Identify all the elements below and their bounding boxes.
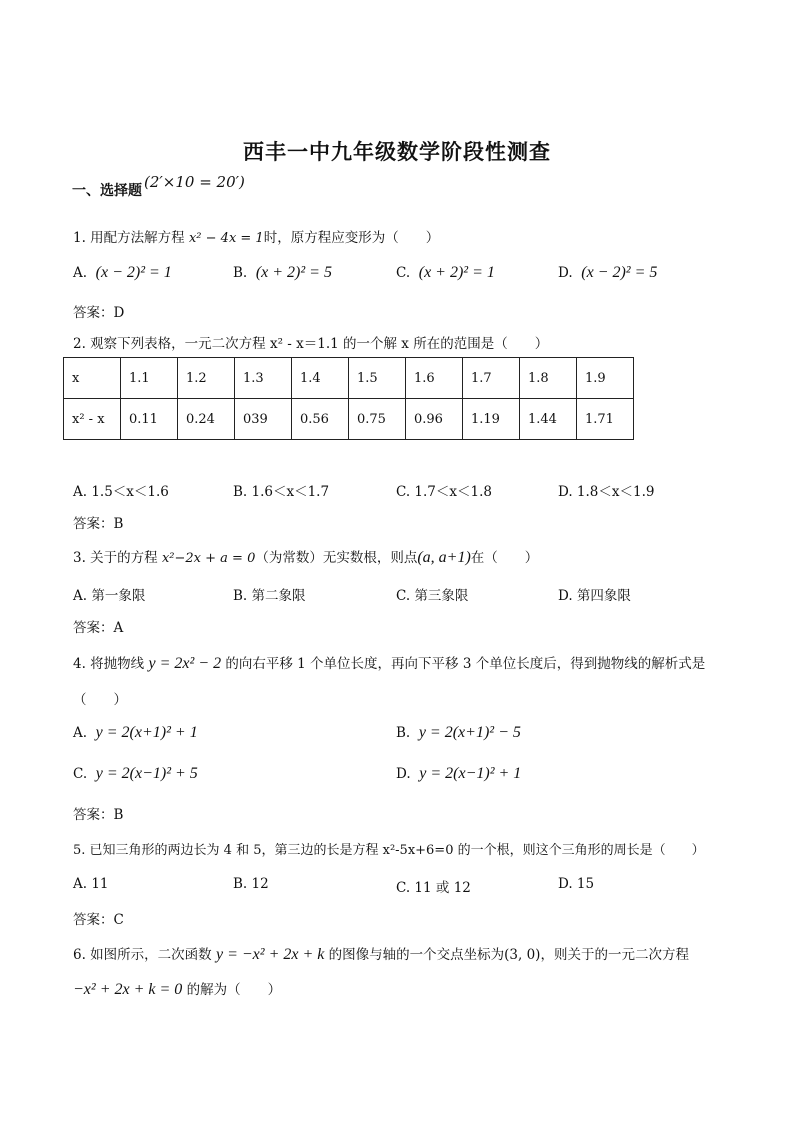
question-1-option-a: A. (x − 2)² = 1 (73, 264, 172, 281)
question-2-option-d: D. 1.8＜x＜1.9 (558, 484, 655, 500)
table-cell: 1.7 (463, 358, 520, 399)
question-4-option-b-expr: y = 2(x+1)² − 5 (418, 724, 521, 741)
question-1-equation: x² − 4x = 1 (188, 231, 264, 246)
question-1-option-c-expr: (x + 2)² = 1 (418, 264, 495, 281)
question-5: 5. 已知三角形的两边长为 4 和 5，第三边的长是方程 x²-5x+6=0 的一个根，则这个三角形的周长是（ ） (73, 843, 705, 858)
question-6 (73, 943, 689, 964)
table-cell: 1.19 (463, 399, 520, 440)
table-cell: 1.2 (178, 358, 235, 399)
question-4-bracket: （ ） (73, 692, 127, 708)
question-4-answer: 答案：B (73, 807, 124, 823)
question-1-text-b: 时，原方程应变形为（ ） (263, 230, 440, 246)
question-2-answer: 答案：B (73, 516, 124, 532)
question-3-option-c: C. 第三象限 (396, 588, 469, 604)
question-2: 2. 观察下列表格，一元二次方程 x² - x＝1.1 的一个解 x 所在的范围是（ ） (73, 336, 549, 352)
table-row (64, 358, 634, 399)
question-5-option-d: D. 15 (558, 876, 595, 892)
question-3-text-a: 3. 关于的方程 (73, 550, 158, 566)
question-2-option-b: B. 1.6＜x＜1.7 (233, 484, 330, 500)
page-title: 西丰一中九年级数学阶段性测查 (243, 139, 551, 164)
value-table (63, 357, 634, 440)
table-cell: 0.56 (292, 399, 349, 440)
question-3-text-c: 在（ ） (470, 550, 539, 566)
question-2-option-c: C. 1.7＜x＜1.8 (396, 484, 492, 500)
question-3-answer: 答案：A (73, 620, 124, 636)
question-2-option-a: A. 1.5＜x＜1.6 (73, 484, 169, 500)
question-3-option-d: D. 第四象限 (558, 588, 631, 604)
question-1-option-a-expr: (x − 2)² = 1 (95, 264, 172, 281)
question-6-text-c: 的解为（ ） (186, 982, 282, 998)
question-4-option-a: A. y = 2(x+1)² + 1 (73, 724, 198, 741)
section-score: (2′×10 = 20′) (144, 173, 245, 191)
table-cell: 1.4 (292, 358, 349, 399)
table-cell: 0.24 (178, 399, 235, 440)
table-cell: 1.3 (235, 358, 292, 399)
table-cell: 1.6 (406, 358, 463, 399)
table-cell: x² - x (64, 399, 121, 440)
question-1-option-c: C. (x + 2)² = 1 (396, 264, 495, 281)
question-1-option-b-expr: (x + 2)² = 5 (255, 264, 332, 281)
table-cell: 039 (235, 399, 292, 440)
question-1-answer: 答案：D (73, 305, 125, 321)
question-3-option-a: A. 第一象限 (73, 588, 146, 604)
question-3-text-b: （为常数）无实数根，则点 (255, 550, 418, 566)
question-1-option-d-expr: (x − 2)² = 5 (581, 264, 658, 281)
section-label: 一、选择题 (72, 183, 142, 199)
table-cell: 1.44 (520, 399, 577, 440)
question-4-option-a-expr: y = 2(x+1)² + 1 (95, 724, 198, 741)
question-6-line-2 (73, 978, 281, 999)
table-row (64, 399, 634, 440)
question-6-equation: y = −x² + 2x + k (215, 946, 325, 963)
question-1-option-d: D. (x − 2)² = 5 (558, 264, 658, 281)
question-4-option-d-expr: y = 2(x−1)² + 1 (419, 765, 522, 782)
table-cell: 0.96 (406, 399, 463, 440)
question-3-equation: x²−2x + a = 0 (161, 551, 256, 566)
question-4-text-b: 的向右平移 1 个单位长度，再向下平移 3 个单位长度后，得到抛物线的解析式是 (225, 656, 706, 672)
question-4 (73, 652, 705, 673)
question-5-option-a: A. 11 (73, 876, 109, 892)
question-3-point: (a, a+1) (417, 549, 471, 566)
question-3-option-b: B. 第二象限 (233, 588, 306, 604)
table-cell: 1.8 (520, 358, 577, 399)
question-1-option-b: B. (x + 2)² = 5 (233, 264, 332, 281)
question-6-text-b: 的图像与轴的一个交点坐标为(3, 0)，则关于的一元二次方程 (328, 947, 689, 963)
question-4-text-a: 4. 将抛物线 (73, 656, 145, 672)
table-cell: 1.9 (577, 358, 634, 399)
section-heading (72, 173, 245, 200)
table-cell: x (64, 358, 121, 399)
question-4-equation: y = 2x² − 2 (148, 655, 222, 672)
question-4-option-c: C. y = 2(x−1)² + 5 (73, 765, 198, 782)
question-4-option-d: D. y = 2(x−1)² + 1 (396, 765, 522, 782)
question-1 (73, 226, 439, 246)
table-cell: 0.75 (349, 399, 406, 440)
question-4-option-c-expr: y = 2(x−1)² + 5 (95, 765, 198, 782)
question-5-option-c: C. 11 或 12 (396, 880, 471, 896)
table-cell: 1.1 (121, 358, 178, 399)
table-cell: 1.71 (577, 399, 634, 440)
table-cell: 1.5 (349, 358, 406, 399)
question-1-text-a: 1. 用配方法解方程 (73, 230, 185, 246)
question-3 (73, 546, 538, 567)
table-cell: 0.11 (121, 399, 178, 440)
question-4-option-b: B. y = 2(x+1)² − 5 (396, 724, 521, 741)
question-5-answer: 答案：C (73, 912, 124, 928)
question-6-text-a: 6. 如图所示，二次函数 (73, 947, 212, 963)
question-5-option-b: B. 12 (233, 876, 269, 892)
question-6-equation-2: −x² + 2x + k = 0 (73, 981, 183, 998)
